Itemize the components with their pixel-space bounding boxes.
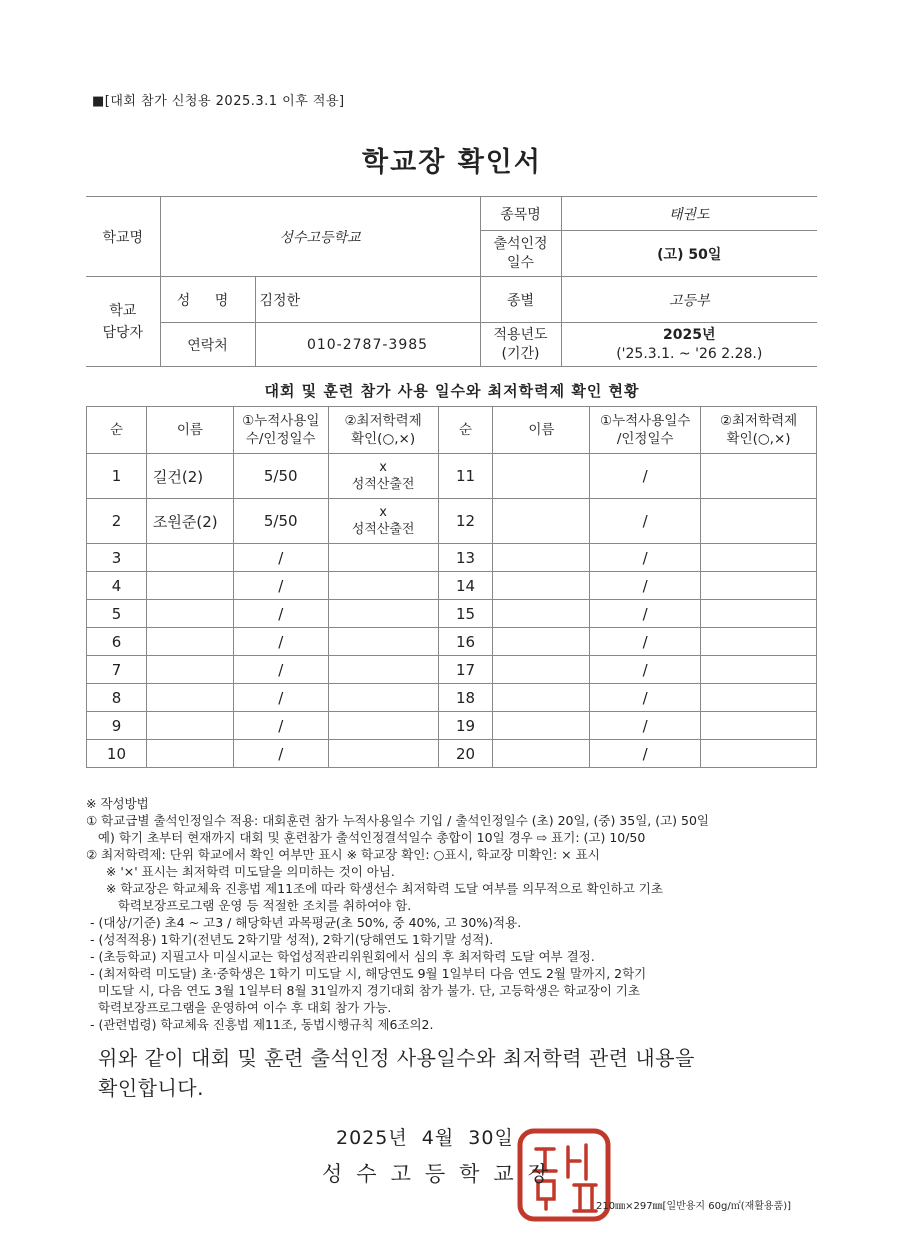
year-cell — [561, 323, 817, 367]
row-grade-right — [701, 740, 817, 768]
row-name-right — [493, 712, 590, 740]
table-row — [87, 656, 817, 684]
row-days-right: / — [590, 712, 701, 740]
school-info-table — [86, 196, 817, 367]
row-days-right: / — [590, 499, 701, 544]
row-name — [146, 600, 233, 628]
row-grade — [328, 712, 438, 740]
row-name — [146, 628, 233, 656]
header-note: ■[대회 참가 신청용 2025.3.1 이후 적용] — [92, 94, 345, 109]
row-name-right — [493, 684, 590, 712]
table-row — [87, 684, 817, 712]
row-no: 7 — [87, 656, 147, 684]
row-name-right — [493, 600, 590, 628]
row-days-right: / — [590, 656, 701, 684]
row-days: / — [233, 544, 328, 572]
row-grade-right — [701, 600, 817, 628]
confirmation-line-1: 위와 같이 대회 및 훈련 출석인정 사용일수와 최저학력 관련 내용을 — [98, 1046, 695, 1070]
instruction-line: ② 최저학력제: 단위 학교에서 확인 여부만 표시 ※ 학교장 확인: ○표시, 학교장 미확인: × 표시 — [86, 847, 600, 862]
row-no: 3 — [87, 544, 147, 572]
row-no-right: 19 — [438, 712, 493, 740]
header-name: 이름 — [146, 407, 233, 454]
roster-subtitle: 대회 및 훈련 참가 사용 일수와 최저학력제 확인 현황 — [264, 382, 640, 400]
row-grade-right — [701, 572, 817, 600]
division-label: 종별 — [480, 277, 561, 323]
row-name — [146, 656, 233, 684]
row-days-right: / — [590, 740, 701, 768]
sport-label: 종목명 — [480, 197, 561, 231]
row-grade: x 성적산출전 — [328, 499, 438, 544]
row-no-right: 15 — [438, 600, 493, 628]
instruction-line: - (대상/기준) 초4 ~ 고3 / 해당학년 과목평균(초 50%, 중 40%, 고 30%)적용. — [86, 915, 522, 930]
year-period: ('25.3.1. ~ '26 2.28.) — [616, 345, 763, 362]
instruction-line: 학력보장프로그램을 운영하여 이수 후 대회 참가 가능. — [86, 1000, 392, 1015]
row-name — [146, 740, 233, 768]
school-label: 학교명 — [86, 197, 160, 277]
attendance-label: 출석인정 일수 — [480, 231, 561, 277]
row-days-right: / — [590, 454, 701, 499]
table-row — [87, 572, 817, 600]
row-days-right: / — [590, 684, 701, 712]
table-row — [87, 628, 817, 656]
row-days: / — [233, 600, 328, 628]
division-value: 고등부 — [561, 277, 817, 323]
row-name-right — [493, 740, 590, 768]
row-no-right: 12 — [438, 499, 493, 544]
row-grade-right — [701, 499, 817, 544]
row-grade — [328, 684, 438, 712]
instruction-line: ※ 작성방법 — [86, 796, 149, 811]
instruction-line: 예) 학기 초부터 현재까지 대회 및 훈련참가 출석인정결석일수 총합이 10일 경우 ⇨ 표기: (고) 10/50 — [86, 830, 646, 845]
row-name-right — [493, 628, 590, 656]
header-name-right: 이름 — [493, 407, 590, 454]
header-grade-right: ②최저학력제 확인(○,×) — [701, 407, 817, 454]
sport-value: 태권도 — [561, 197, 817, 231]
row-no-right: 18 — [438, 684, 493, 712]
attendance-value: (고) 50일 — [561, 231, 817, 277]
instruction-line: 학력보장프로그램 운영 등 적절한 조치를 취하여야 함. — [86, 898, 412, 913]
contact-value: 010-2787-3985 — [255, 323, 480, 367]
row-grade — [328, 544, 438, 572]
header-no-right: 순 — [438, 407, 493, 454]
instruction-line: ① 학교급별 출석인정일수 적용: 대회훈련 참가 누적사용일수 기입 / 출석인정일수 (초) 20일, (중) 35일, (고) 50일 — [86, 813, 710, 828]
roster-header-row — [87, 407, 817, 454]
row-days-right: / — [590, 544, 701, 572]
row-grade — [328, 600, 438, 628]
roster-table — [86, 406, 817, 768]
manager-label: 학교 담당자 — [86, 277, 160, 367]
row-grade-right — [701, 454, 817, 499]
row-days-right: / — [590, 628, 701, 656]
header-days: ①누적사용일 수/인정일수 — [233, 407, 328, 454]
row-name-right — [493, 454, 590, 499]
row-days-right: / — [590, 600, 701, 628]
name-label: 성 명 — [160, 277, 255, 323]
row-no: 4 — [87, 572, 147, 600]
row-name — [146, 712, 233, 740]
table-row — [87, 454, 817, 499]
header-days-right: ①누적사용일수 /인정일수 — [590, 407, 701, 454]
row-name: 길건(2) — [146, 454, 233, 499]
row-days: / — [233, 656, 328, 684]
instructions — [86, 795, 826, 1033]
row-grade: x 성적산출전 — [328, 454, 438, 499]
row-no: 6 — [87, 628, 147, 656]
paper-spec-note: 210㎜×297㎜[일반용지 60g/㎡(재활용품)] — [596, 1201, 792, 1212]
row-no-right: 14 — [438, 572, 493, 600]
instruction-line: - (초등학교) 지필고사 미실시교는 학업성적관리위원회에서 심의 후 최저학력 도달 여부 결정. — [86, 949, 595, 964]
row-grade-right — [701, 684, 817, 712]
contact-label: 연락처 — [160, 323, 255, 367]
page-title: 학교장 확인서 — [362, 147, 542, 178]
row-days-right: / — [590, 572, 701, 600]
row-name-right — [493, 572, 590, 600]
row-name-right — [493, 656, 590, 684]
row-grade-right — [701, 712, 817, 740]
table-row — [87, 544, 817, 572]
table-row — [87, 740, 817, 768]
row-no-right: 17 — [438, 656, 493, 684]
row-days: / — [233, 684, 328, 712]
instruction-line: - (최저학력 미도달) 초·중학생은 1학기 미도달 시, 해당연도 9월 1일부터 다음 연도 2월 말까지, 2학기 — [86, 966, 647, 981]
row-name — [146, 544, 233, 572]
header-grade: ②최저학력제 확인(○,×) — [328, 407, 438, 454]
instruction-line: - (성적적용) 1학기(전년도 2학기말 성적), 2학기(당해연도 1학기말 성적). — [86, 932, 494, 947]
header-no: 순 — [87, 407, 147, 454]
row-name — [146, 572, 233, 600]
row-days: 5/50 — [233, 454, 328, 499]
name-value: 김정한 — [255, 277, 480, 323]
row-no: 1 — [87, 454, 147, 499]
row-grade — [328, 740, 438, 768]
row-days: / — [233, 712, 328, 740]
row-grade-right — [701, 628, 817, 656]
row-name — [146, 684, 233, 712]
confirmation-statement — [98, 1043, 695, 1103]
row-days: 5/50 — [233, 499, 328, 544]
row-grade — [328, 656, 438, 684]
instruction-line: 미도달 시, 다음 연도 3월 1일부터 8월 31일까지 경기대회 참가 불가. 단, 고등학생은 학교장이 기초 — [86, 983, 640, 998]
row-no: 5 — [87, 600, 147, 628]
year-label: 적용년도 (기간) — [480, 323, 561, 367]
table-row — [87, 712, 817, 740]
row-days: / — [233, 628, 328, 656]
school-value: 성수고등학교 — [160, 197, 480, 277]
row-no: 8 — [87, 684, 147, 712]
row-grade — [328, 628, 438, 656]
row-name-right — [493, 544, 590, 572]
row-days: / — [233, 740, 328, 768]
row-no-right: 20 — [438, 740, 493, 768]
row-grade-right — [701, 656, 817, 684]
table-row — [87, 499, 817, 544]
confirmation-line-2: 확인합니다. — [98, 1076, 204, 1100]
row-no-right: 11 — [438, 454, 493, 499]
row-no: 9 — [87, 712, 147, 740]
row-grade-right — [701, 544, 817, 572]
instruction-line: - (관련법령) 학교체육 진흥법 제11조, 동법시행규칙 제6조의2. — [86, 1017, 434, 1032]
instruction-line: ※ 학교장은 학교체육 진흥법 제11조에 따라 학생선수 최저학력 도달 여부를 의무적으로 확인하고 기초 — [86, 881, 663, 896]
issue-date: 2025년 4월 30일 — [336, 1127, 514, 1149]
year-value: 2025년 — [663, 326, 716, 343]
table-row — [87, 600, 817, 628]
signer-title: 성수고등학교장 — [322, 1162, 563, 1186]
row-name-right — [493, 499, 590, 544]
row-name: 조원준(2) — [146, 499, 233, 544]
row-no: 2 — [87, 499, 147, 544]
instruction-line: ※ '×' 표시는 최저학력 미도달을 의미하는 것이 아님. — [86, 864, 395, 879]
row-no: 10 — [87, 740, 147, 768]
row-days: / — [233, 572, 328, 600]
row-grade — [328, 572, 438, 600]
row-no-right: 16 — [438, 628, 493, 656]
row-no-right: 13 — [438, 544, 493, 572]
